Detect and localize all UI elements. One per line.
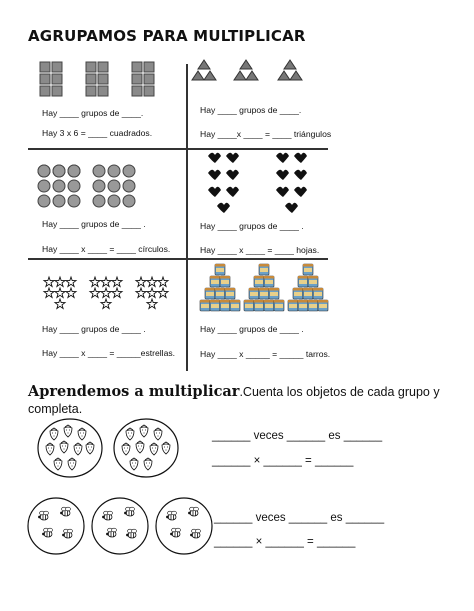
cell4-line1: Hay ____ grupos de ____ . [200,221,304,231]
cell1-line2: Hay 3 x 6 = ____ cuadrados. [42,128,153,138]
cell3-line1: Hay ____ grupos de ____ . [42,219,146,229]
section2-heading-line [28,383,440,400]
bee-groups-illustration [26,495,216,557]
exercise1-veces-line: ______ veces ______ es ______ [212,430,383,442]
exercise1-multiplication-line: ______ × ______ = ______ [212,455,354,467]
grid-horizontal-divider-1 [28,148,328,150]
circles-group-illustration [38,165,178,210]
cell6-line2: Hay ____ x _____ = _____ tarros. [200,349,331,359]
cell2-line2: Hay ____x ____ = ____ triángulos [200,129,332,139]
cell5-line2: Hay ____ x ____ = _____estrellas. [42,348,176,358]
section2-heading: Aprendemos a multiplicar [28,383,240,400]
section2-instruction: .Cuenta los objetos de cada grupo y [239,385,440,399]
worksheet-title: AGRUPAMOS PARA MULTIPLICAR [28,27,306,45]
strawberry-groups-illustration [36,417,196,479]
grid-horizontal-divider-2 [28,258,328,260]
cell4-line2: Hay ____ x ____ = ____ hojas. [200,245,320,255]
grid-vertical-divider [186,64,188,371]
cell5-line1: Hay ____ grupos de ____ . [42,324,146,334]
jars-group-illustration [200,264,328,314]
stars-group-illustration [44,277,184,311]
exercise2-multiplication-line: ______ × ______ = ______ [214,536,356,548]
cell3-line2: Hay ____ x ____ = ____ círculos. [42,244,171,254]
exercise2-veces-line: ______ veces ______ es ______ [214,512,385,524]
leaves-group-illustration [208,152,328,214]
cell2-line1: Hay ____ grupos de ____. [200,105,302,115]
triangles-group-illustration [196,60,326,92]
cell1-line1: Hay ____ grupos de ____. [42,108,144,118]
section2-instruction-continued: completa. [28,402,83,416]
squares-group-illustration [40,62,180,102]
cell6-line1: Hay ____ grupos de ____ . [200,324,304,334]
